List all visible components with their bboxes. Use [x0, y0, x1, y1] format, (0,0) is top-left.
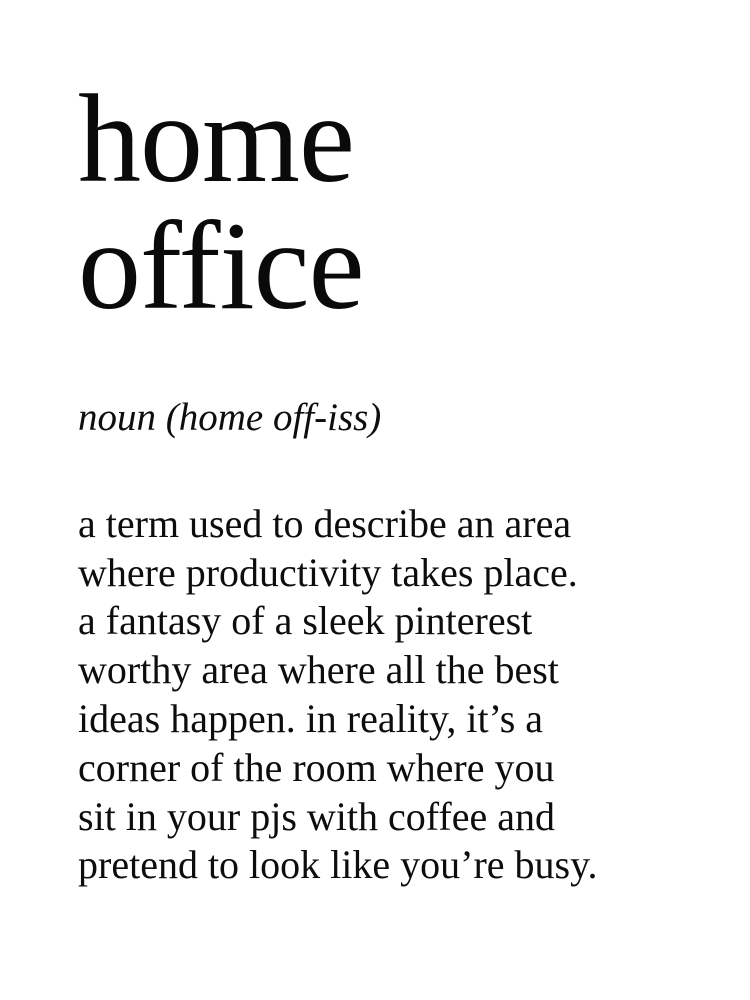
- definition-line: pretend to look like you’re busy.: [78, 842, 598, 888]
- page-title: [78, 70, 690, 337]
- definition-line: worthy area where all the best: [78, 647, 559, 693]
- definition-line: sit in your pjs with coffee and: [78, 793, 555, 839]
- definition-line: a term used to describe an area: [78, 500, 572, 546]
- title-line-1: home: [78, 70, 354, 209]
- definition-line: corner of the room where you: [78, 744, 555, 790]
- poster-content: [78, 70, 690, 890]
- title-line-2: office: [78, 197, 364, 337]
- pronunciation-text: noun (home off-iss): [78, 395, 382, 439]
- definition-line: ideas happen. in reality, it’s a: [78, 696, 544, 742]
- definition-line: where productivity takes place.: [78, 549, 578, 595]
- definition-text: [78, 500, 668, 890]
- definition-line: a fantasy of a sleek pinterest: [78, 598, 533, 644]
